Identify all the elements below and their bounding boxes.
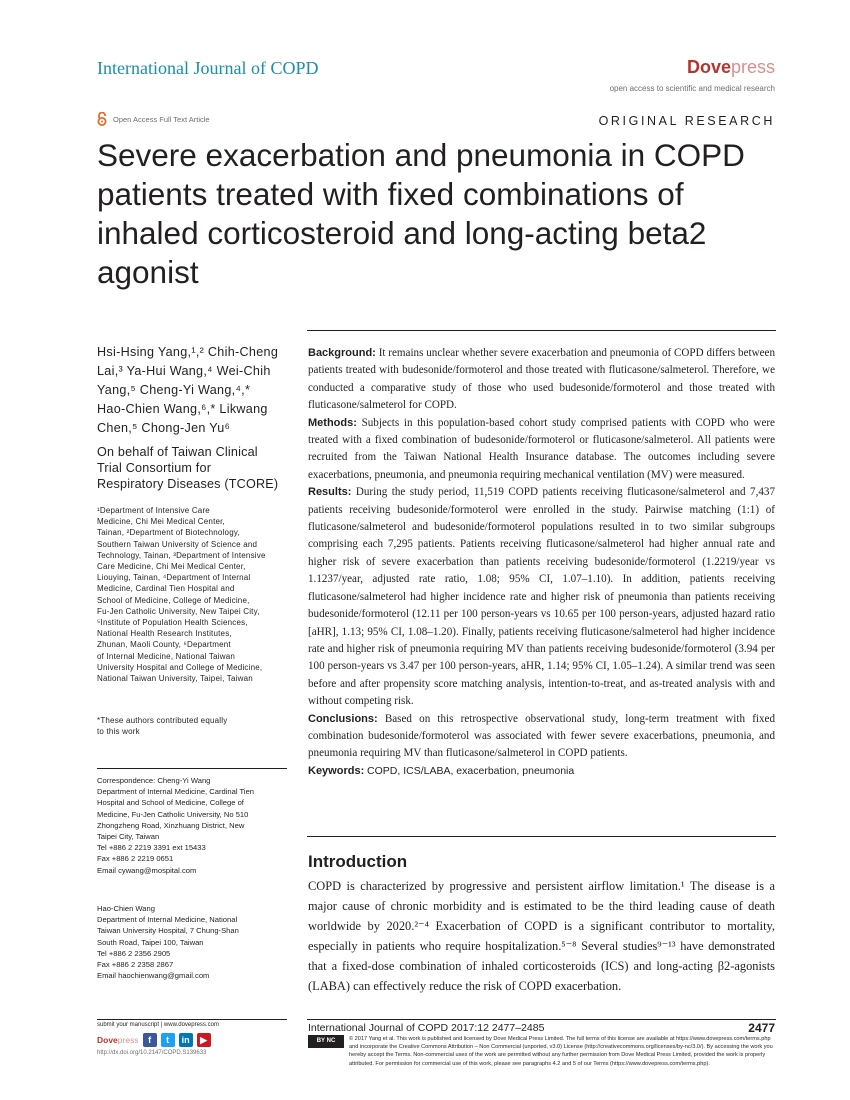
footer-logo-b: press <box>117 1035 139 1045</box>
abstract-background <box>308 345 775 415</box>
methods-label: Methods: <box>308 416 357 429</box>
abstract-methods <box>308 415 775 485</box>
open-access-icon <box>97 112 107 126</box>
article-title: Severe exacerbation and pneumonia in COPD patients treated with fixed combinations of inhaled corticosteroid and long-acting beta2 agonist <box>97 137 745 290</box>
correspondence-line: Department of Internal Medicine, Cardinal Tien <box>97 787 255 797</box>
correspondence-line: Tel +886 2 2219 3391 ext 15433 <box>97 843 206 853</box>
cc-license-icon[interactable]: BY NC <box>308 1035 344 1048</box>
introduction-heading: Introduction <box>308 852 408 871</box>
affiliation-line: National Taiwan University, Taipei, Taiwan <box>97 674 253 684</box>
author-line: Yang,⁵ Cheng-Yi Wang,⁴,* <box>97 383 251 397</box>
open-access-text: Open Access Full Text Article <box>113 114 210 124</box>
publisher-logo-a: Dove <box>686 57 731 77</box>
correspondence-line: South Road, Taipei 100, Taiwan <box>97 937 204 947</box>
author-line: Lai,³ Ya-Hui Wang,⁴ Wei-Chih <box>97 364 271 378</box>
correspondence-line: Fax +886 2 2358 2867 <box>97 960 174 970</box>
author-list <box>97 343 292 438</box>
abstract-bottom-rule <box>307 836 776 837</box>
footer-right-rule <box>307 1019 776 1020</box>
correspondence-line: Department of Internal Medicine, National <box>97 915 238 925</box>
correspondence-line: Zhongzheng Road, Xinzhuang District, New <box>97 820 245 830</box>
affiliation-line: University Hospital and College of Medicine, <box>97 662 263 672</box>
abstract-conclusions <box>308 711 775 763</box>
facebook-icon[interactable]: f <box>143 1033 157 1047</box>
correspondence-line: Hao-Chien Wang <box>97 904 155 913</box>
youtube-icon[interactable]: ▶ <box>197 1033 211 1047</box>
conclusions-label: Conclusions: <box>308 712 378 725</box>
equal-line: to this work <box>97 727 140 737</box>
equal-contribution-note <box>97 715 282 737</box>
publisher-logo-b: press <box>730 57 775 77</box>
correspondence-line: Taipei City, Taiwan <box>97 832 160 842</box>
affiliation-line: of Internal Medicine, National Taiwan <box>97 651 235 661</box>
results-text: During the study period, 11,519 COPD patients receiving fluticasone/salmeterol and 7,437 patients receiving budesonide/formoterol were enrolled in the study. Pairwise matching (1:1) of fluticasone/salmeterol and budesonide/formoterol populations resulted in to two similar subgroups comprising each 7,295 patients. Patients receiving fluticasone/salmeterol had higher annual rate and higher risk of severe exacerbation than patients receiving budesonide/formoterol (1.2219/year vs 1.1237/year, adjusted rate ratio, 1.08; 95% CI, 1.07–1.10). In addition, patients receiving fluticasone/salmeterol had higher incidence rate and higher risk of pneumonia than patients receiving budesonide/formoterol (12.11 per 100 person-years vs 10.65 per 100 person-years, adjusted hazard ratio [aHR], 1.13; 95% CI, 1.08–1.20). Finally, patients receiving fluticasone/salmeterol had higher incidence rate and higher risk of pneumonia requiring MV than patients receiving budesonide/formoterol (3.94 per 100 person-years vs 3.47 per 100 person-years, aHR, 1.14; 95% CI, 1.05–1.24). A similar trend was seen before and after propensity score matching analysis, intention-to-treat, and as-treated analysis with and without competing risk. <box>308 486 775 708</box>
correspondence-email[interactable]: Email haochienwang@gmail.com <box>97 971 210 981</box>
page-number: 2477 <box>748 1021 775 1035</box>
results-label: Results: <box>308 486 352 499</box>
affiliation-line: Zhunan, Maoli County, ⁶Department <box>97 640 231 650</box>
abstract-top-rule <box>307 330 776 331</box>
consortium-note <box>97 444 297 492</box>
correspondence-line: Taiwan University Hospital, 7 Chung-Shan <box>97 926 239 936</box>
license-text: © 2017 Yang et al. This work is published and licensed by Dove Medical Press Limited. The full terms of this license are available at https://www.dovepress.com/terms.php and incorporate the Creative Commons Attribution – Non Commercial (unported, v3.0) License (http://creativecommons.org/licenses/by-nc/3.0/). By accessing the work you hereby accept the Terms. Non-commercial uses of the work are permitted without any further permission from Dove Medical Press Limited, provided the work is properly attributed. For permission for commercial use of this work, please see paragraphs 4.2 and 5 of our Terms (https://www.dovepress.com/terms.php). <box>349 1036 773 1067</box>
abstract <box>308 345 775 780</box>
affiliation-line: ¹Department of Intensive Care <box>97 506 210 515</box>
affiliation-line: Fu-Jen Catholic University, New Taipei City, <box>97 606 260 616</box>
affiliations <box>97 505 282 684</box>
affiliation-line: Technology, Tainan, ³Department of Intensive <box>97 550 266 560</box>
consortium-line: Trial Consortium for <box>97 461 212 475</box>
journal-name[interactable]: International Journal of COPD <box>97 58 319 78</box>
correspondence-email[interactable]: Email cywang@mospital.com <box>97 865 197 875</box>
equal-line: *These authors contributed equally <box>97 716 228 725</box>
twitter-icon[interactable]: t <box>161 1033 175 1047</box>
abstract-keywords <box>308 763 775 780</box>
author-line: Hsi-Hsing Yang,¹,² Chih-Cheng <box>97 345 279 359</box>
correspondence-line: Fax +886 2 2219 0651 <box>97 854 174 864</box>
correspondence-secondary <box>97 903 282 981</box>
background-label: Background: <box>308 347 376 359</box>
publisher-logo[interactable] <box>687 57 775 78</box>
correspondence-line: Medicine, Fu-Jen Catholic University, No 510 <box>97 809 249 819</box>
correspondence-primary <box>97 775 282 876</box>
affiliation-line: Tainan, ²Department of Biotechnology, <box>97 528 240 538</box>
consortium-line: Respiratory Diseases (TCORE) <box>97 477 279 491</box>
footer-left-rule <box>97 1019 287 1020</box>
open-access-label[interactable] <box>97 112 210 126</box>
affiliation-line: Liouying, Tainan, ⁴Department of Internal <box>97 573 251 583</box>
publisher-tagline: open access to scientific and medical research <box>609 84 775 93</box>
correspondence-line: Tel +886 2 2356 2905 <box>97 948 171 958</box>
background-text: It remains unclear whether severe exacerbation and pneumonia of COPD differs between patients treated with budesonide/formoterol and those treated with fluticasone/salmeterol. Therefore, we conducted a comparative study of those who used budesonide/formoterol and those treated with fluticasone/salmeterol for COPD. <box>308 347 775 412</box>
abstract-results <box>308 484 775 710</box>
keywords-text: COPD, ICS/LABA, exacerbation, pneumonia <box>367 764 575 777</box>
affiliation-line: National Health Research Institutes, <box>97 629 232 639</box>
author-line: Chen,⁵ Chong-Jen Yu⁶ <box>97 421 231 435</box>
sidebar-divider <box>97 768 287 769</box>
footer-brand-row <box>97 1033 211 1047</box>
affiliation-line: ⁵Institute of Population Health Sciences, <box>97 618 248 628</box>
journal-citation: International Journal of COPD 2017:12 2477–2485 <box>308 1022 545 1034</box>
submit-manuscript-link[interactable]: submit your manuscript | www.dovepress.com <box>97 1022 219 1028</box>
correspondence-line: Hospital and School of Medicine, College of <box>97 798 244 808</box>
consortium-line: On behalf of Taiwan Clinical <box>97 445 258 459</box>
linkedin-icon[interactable]: in <box>179 1033 193 1047</box>
introduction-text: COPD is characterized by progressive and persistent airflow limitation.¹ The disease is a major cause of chronic morbidity and is estimated to be the third leading cause of death worldwide by 2020.²⁻⁴ Exacerbation of COPD is a significant contributor to mortality, especially in patients who require hospitalization.⁵⁻⁸ Several studies⁹⁻¹³ have demonstrated that a fixed-dose combination of inhaled corticosteroids (ICS) and long-acting β2-agonists (LABA) can effectively reduce the risk of COPD exacerbation. <box>308 879 775 993</box>
footer-logo-a: Dove <box>97 1035 118 1045</box>
affiliation-line: Southern Taiwan University of Science and <box>97 539 258 549</box>
correspondence-line: Correspondence: Cheng-Yi Wang <box>97 776 211 785</box>
affiliation-line: School of Medicine, College of Medicine, <box>97 595 250 605</box>
conclusions-text: Based on this retrospective observational study, long-term treatment with fixed combination budesonide/formoterol was associated with fewer severe exacerbations, pneumonia, and pneumonia requiring MV than fluticasone/salmeterol in COPD patients. <box>308 712 775 760</box>
article-type: ORIGINAL RESEARCH <box>598 114 775 128</box>
author-line: Hao-Chien Wang,⁶,* Likwang <box>97 402 268 416</box>
affiliation-line: Medicine, Cardinal Tien Hospital and <box>97 584 235 594</box>
keywords-label: Keywords: <box>308 764 365 777</box>
footer-logo[interactable] <box>97 1035 139 1045</box>
doi-link[interactable]: http://dx.doi.org/10.2147/COPD.S139633 <box>97 1050 207 1056</box>
affiliation-line: Care Medicine, Chi Mei Medical Center, <box>97 562 246 572</box>
methods-text: Subjects in this population-based cohort study comprised patients with COPD who were treated with a fixed combination of budesonide/formoterol or fluticasone/salmeterol. All patients were recruited from the Taiwan National Health Insurance database. The outcomes including severe exacerbations, pneumonia, and pneumonia requiring mechanical ventilation (MV) were measured. <box>308 416 775 481</box>
affiliation-line: Medicine, Chi Mei Medical Center, <box>97 517 225 527</box>
license-block <box>308 1035 775 1068</box>
